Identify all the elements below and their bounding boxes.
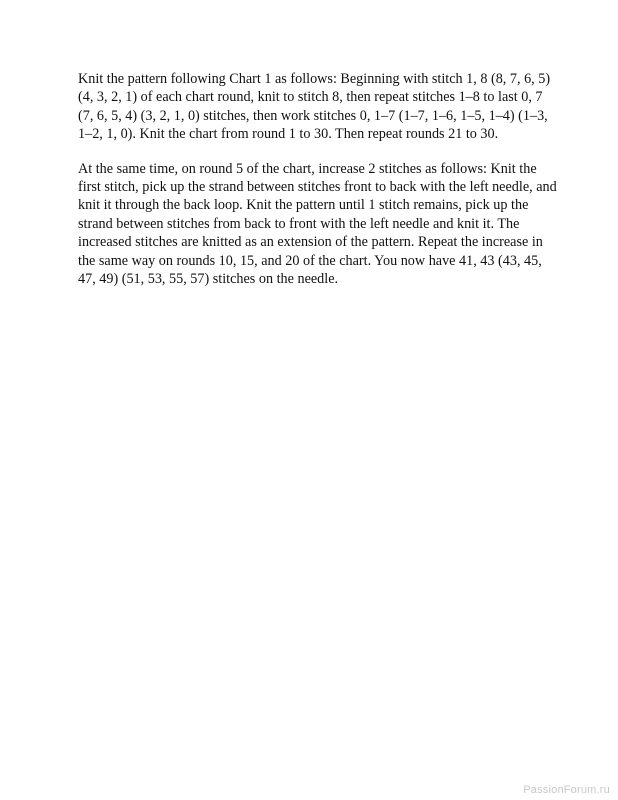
paragraph-increase-instructions: At the same time, on round 5 of the chart, increase 2 stitches as follows: Knit the first stitch, pick up the strand between stitches front to back with the left needle, and knit it through the back loop. Knit the pattern until 1 stitch remains, pick up the strand between stitches from back to front with the left needle and knit it. The increased stitches are knitted as an extension of the pattern. Repeat the increase in the same way on rounds 10, 15, and 20 of the chart. You now have 41, 43 (43, 45, 47, 49) (51, 53, 55, 57) stitches on the needle. [78, 160, 557, 288]
watermark-text: PassionForum.ru [523, 784, 610, 796]
paragraph-pattern-instructions: Knit the pattern following Chart 1 as follows: Beginning with stitch 1, 8 (8, 7, 6, 5) (4, 3, 2, 1) of each chart round, knit to stitch 8, then repeat stitches 1–8 to last 0, 7 (7, 6, 5, 4) (3, 2, 1, 0) stitches, then work stitches 0, 1–7 (1–7, 1–6, 1–5, 1–4) (1–3, 1–2, 1, 0). Knit the chart from round 1 to 30. Then repeat rounds 21 to 30. [78, 71, 551, 143]
document-body [78, 70, 558, 288]
